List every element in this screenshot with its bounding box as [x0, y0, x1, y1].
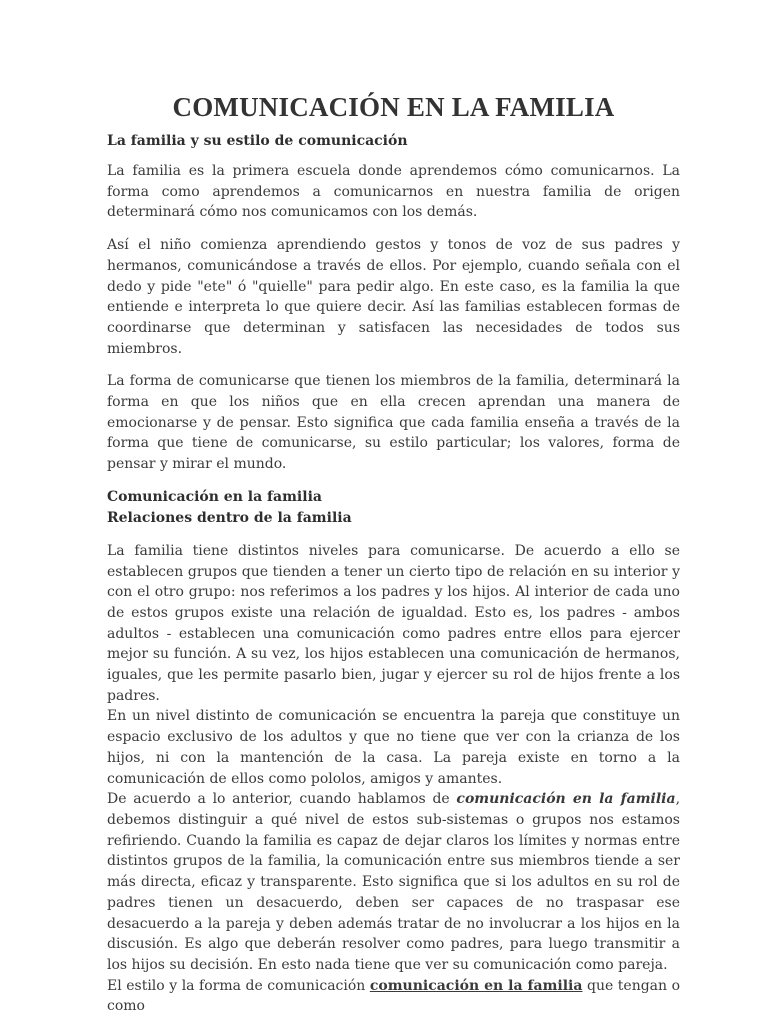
section-heading-relaciones: Relaciones dentro de la familia	[107, 509, 352, 526]
paragraph-7-start: El estilo y la forma de comunicación	[107, 977, 370, 994]
paragraph-7	[107, 976, 680, 1017]
paragraph-6-rest: , debemos distinguir a qué nivel de estos sub-sistemas o grupos nos estamos refiriendo. Cuando la familia es capaz de dejar claros los límites y normas entre distintos grupos de la familia, la comunicación entre sus miembros tiende a ser más directa, eficaz y transparente. Esto significa que si los adultos en su rol de padres tienen un desacuerdo, deben ser capaces de no traspasar ese desacuerdo a la pareja y deben además tratar de no involucrar a los hijos en la discusión. Es algo que deberán resolver como padres, para luego transmitir a los hijos su decisión. En esto nada tiene que ver su comunicación como pareja.	[107, 791, 681, 973]
document-title: COMUNICACIÓN EN LA FAMILIA	[172, 92, 615, 122]
paragraph-7-rest: que tengan o como	[107, 977, 681, 1015]
paragraph-2: Así el niño comienza aprendiendo gestos y tonos de voz de sus padres y hermanos, comunicándose a través de ellos. Por ejemplo, cuando señala con el dedo y pide "ete" ó "quielle" para pedir algo. En este caso, es la familia la que entiende e interpreta lo que quiere decir. Así las familias establecen formas de coordinarse que determinan y satisfacen las necesidades de todos sus miembros.	[107, 237, 680, 357]
section-heading-estilo: La familia y su estilo de comunicación	[107, 133, 408, 149]
section-heading-comunicacion: Comunicación en la familia	[107, 488, 322, 505]
paragraph-5: En un nivel distinto de comunicación se encuentra la pareja que constituye un espacio exclusivo de los adultos y que no tiene que ver con la crianza de los hijos, ni con la mantención de la casa. La pareja existe en torno a la comunicación de ellos como pololos, amigos y amantes.	[107, 708, 680, 787]
link-comunicacion-familia[interactable]: comunicación en la familia	[369, 977, 583, 994]
paragraph-6	[107, 789, 680, 975]
paragraph-1: La familia es la primera escuela donde aprendemos cómo comunicarnos. La forma como aprendemos a comunicarnos en nuestra familia de origen determinará cómo nos comunicamos con los demás.	[107, 163, 680, 221]
emphasis-comunicacion-familia: comunicación en la familia	[456, 791, 676, 808]
paragraph-6-start: De acuerdo a lo anterior, cuando hablamos de	[107, 791, 457, 808]
paragraph-3: La forma de comunicarse que tienen los miembros de la familia, determinará la forma en que los niños que en ella crecen aprendan una manera de emocionarse y de pensar. Esto significa que cada familia enseña a través de la forma que tiene de comunicarse, su estilo particular; los valores, forma de pensar y mirar el mundo.	[107, 373, 680, 473]
paragraph-4: La familia tiene distintos niveles para comunicarse. De acuerdo a ello se establecen grupos que tienden a tener un cierto tipo de relación en su interior y con el otro grupo: nos referimos a los padres y los hijos. Al interior de cada uno de estos grupos existe una relación de igualdad. Esto es, los padres - ambos adultos - establecen una comunicación como padres entre ellos para ejercer mejor su función. A su vez, los hijos establecen una comunicación de hermanos, iguales, que les permite pasarlo bien, jugar y ejercer su rol de hijos frente a los padres.	[107, 542, 680, 704]
